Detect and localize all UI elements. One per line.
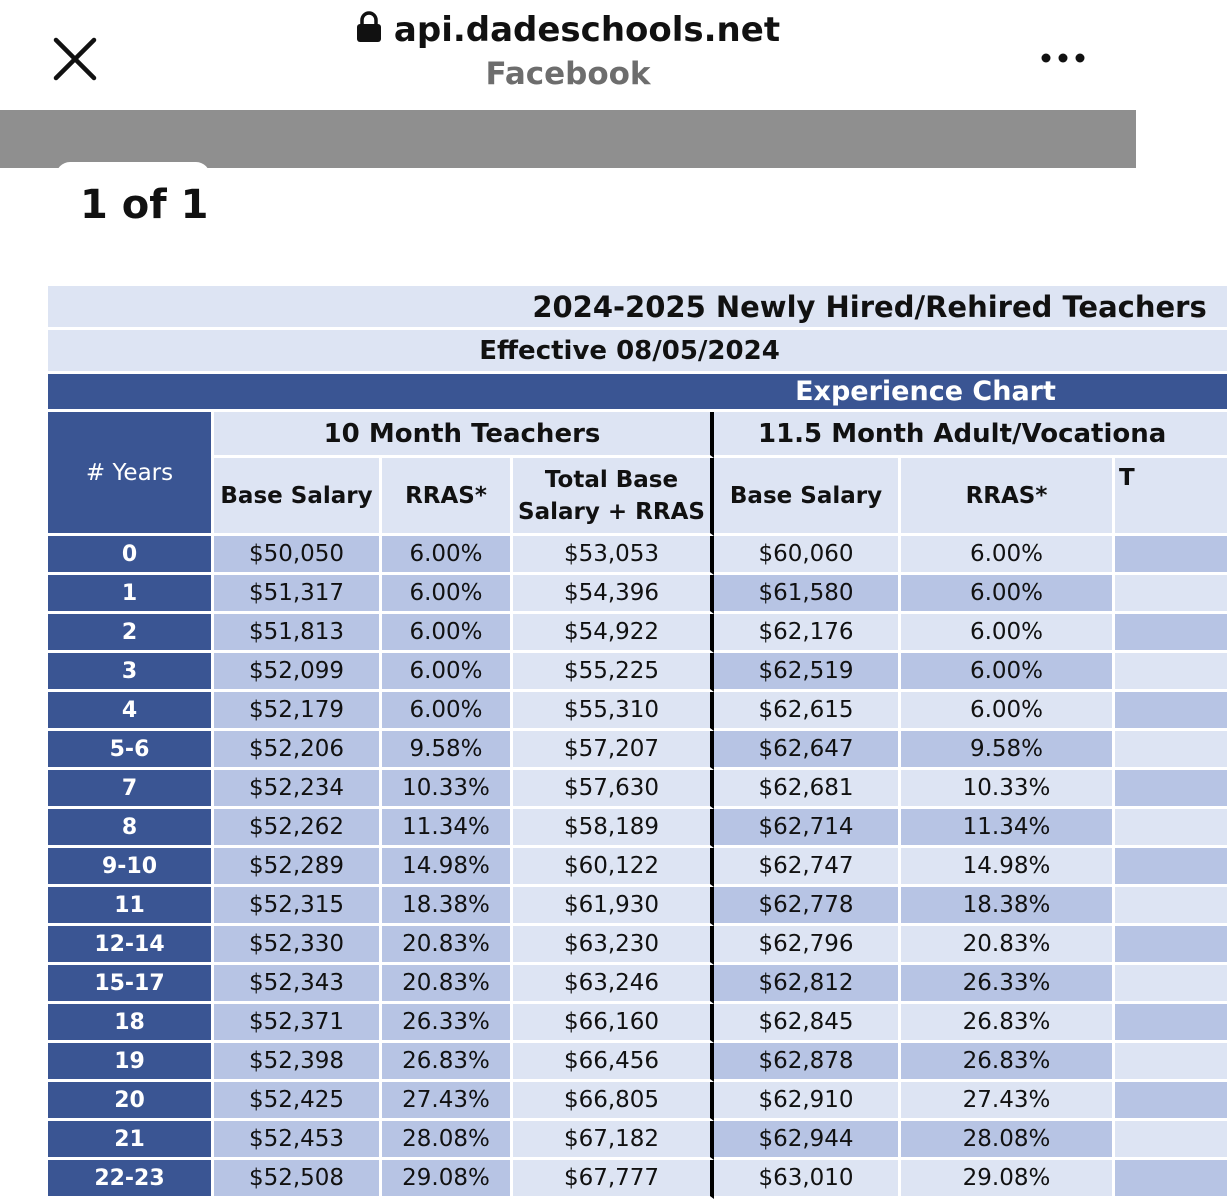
total-cell: $53,053 (513, 536, 714, 575)
base-salary-cell: $52,206 (214, 731, 382, 770)
toolbar-band (0, 110, 1136, 168)
rras-11-5-cell: 6.00% (901, 692, 1115, 731)
years-cell: 20 (48, 1082, 214, 1121)
rras-11-5-cell: 11.34% (901, 809, 1115, 848)
table-row (48, 809, 1230, 848)
table-row (48, 926, 1230, 965)
total-11-5-cell-cut (1115, 770, 1230, 809)
years-cell: 22-23 (48, 1160, 214, 1199)
table-row (48, 536, 1230, 575)
table-row (48, 770, 1230, 809)
total-11-5-cell-cut (1115, 614, 1230, 653)
table-row (48, 1004, 1230, 1043)
rras-11-5-cell: 10.33% (901, 770, 1115, 809)
years-cell: 1 (48, 575, 214, 614)
base-salary-cell: $52,453 (214, 1121, 382, 1160)
rras-cell: 29.08% (382, 1160, 513, 1199)
base-salary-cell: $52,425 (214, 1082, 382, 1121)
rras-11-5-cell: 18.38% (901, 887, 1115, 926)
table-title-cell (48, 286, 1230, 330)
years-cell: 9-10 (48, 848, 214, 887)
rras-cell: 18.38% (382, 887, 513, 926)
years-cell: 5-6 (48, 731, 214, 770)
rras-cell: 10.33% (382, 770, 513, 809)
group-header-10-month: 10 Month Teachers (214, 412, 714, 458)
table-row (48, 1043, 1230, 1082)
total-cell: $67,777 (513, 1160, 714, 1199)
base-salary-11-5-cell: $62,778 (714, 887, 901, 926)
table-row (48, 887, 1230, 926)
rras-11-5-cell: 6.00% (901, 653, 1115, 692)
column-header-base-salary: Base Salary (214, 458, 382, 536)
years-cell: 8 (48, 809, 214, 848)
base-salary-cell: $51,317 (214, 575, 382, 614)
total-cell: $54,922 (513, 614, 714, 653)
salary-table (48, 286, 1230, 1199)
years-cell: 11 (48, 887, 214, 926)
total-11-5-cell-cut (1115, 536, 1230, 575)
years-cell: 0 (48, 536, 214, 575)
rras-11-5-cell: 14.98% (901, 848, 1115, 887)
total-cell: $66,160 (513, 1004, 714, 1043)
table-row (48, 653, 1230, 692)
table-title: 2024-2025 Newly Hired/Rehired Teachers (532, 289, 1207, 324)
rras-11-5-cell: 26.33% (901, 965, 1115, 1004)
table-row (48, 965, 1230, 1004)
column-header-rras-11-5: RRAS* (901, 458, 1115, 536)
table-row (48, 1160, 1230, 1199)
total-11-5-cell-cut (1115, 926, 1230, 965)
rras-cell: 26.33% (382, 1004, 513, 1043)
total-11-5-cell-cut (1115, 1004, 1230, 1043)
table-row (48, 731, 1230, 770)
rras-11-5-cell: 26.83% (901, 1004, 1115, 1043)
years-cell: 15-17 (48, 965, 214, 1004)
source-app-label: Facebook (485, 56, 651, 92)
total-11-5-cell-cut (1115, 692, 1230, 731)
rras-11-5-cell: 28.08% (901, 1121, 1115, 1160)
base-salary-cell: $52,262 (214, 809, 382, 848)
total-cell: $67,182 (513, 1121, 714, 1160)
rras-cell: 20.83% (382, 965, 513, 1004)
total-cell: $54,396 (513, 575, 714, 614)
rras-cell: 6.00% (382, 653, 513, 692)
base-salary-11-5-cell: $62,910 (714, 1082, 901, 1121)
years-cell: 2 (48, 614, 214, 653)
url-display[interactable] (0, 10, 1136, 52)
total-11-5-cell-cut (1115, 1082, 1230, 1121)
base-salary-cell: $52,234 (214, 770, 382, 809)
url-text: api.dadeschools.net (393, 10, 781, 50)
total-11-5-cell-cut (1115, 1121, 1230, 1160)
years-cell: 18 (48, 1004, 214, 1043)
base-salary-cell: $52,343 (214, 965, 382, 1004)
total-cell: $57,630 (513, 770, 714, 809)
years-cell: 7 (48, 770, 214, 809)
total-cell: $63,246 (513, 965, 714, 1004)
page-counter: 1 of 1 (80, 182, 209, 228)
table-row (48, 848, 1230, 887)
section-header: Experience Chart (795, 376, 1056, 407)
base-salary-11-5-cell: $62,176 (714, 614, 901, 653)
column-header-total-line1: Total Base (544, 466, 679, 493)
more-options-button[interactable] (1038, 48, 1088, 68)
rras-11-5-cell: 9.58% (901, 731, 1115, 770)
column-header-total (513, 458, 714, 536)
base-salary-11-5-cell: $60,060 (714, 536, 901, 575)
pager-tab (56, 162, 210, 182)
base-salary-cell: $52,508 (214, 1160, 382, 1199)
base-salary-cell: $52,289 (214, 848, 382, 887)
base-salary-cell: $52,179 (214, 692, 382, 731)
table-row (48, 1121, 1230, 1160)
total-11-5-cell-cut (1115, 1043, 1230, 1082)
section-header-cell (48, 374, 1230, 412)
years-column-header: # Years (48, 412, 214, 536)
total-11-5-cell-cut (1115, 965, 1230, 1004)
rras-cell: 26.83% (382, 1043, 513, 1082)
base-salary-cell: $50,050 (214, 536, 382, 575)
base-salary-11-5-cell: $62,647 (714, 731, 901, 770)
total-cell: $58,189 (513, 809, 714, 848)
base-salary-11-5-cell: $62,615 (714, 692, 901, 731)
rras-11-5-cell: 6.00% (901, 536, 1115, 575)
effective-date-cell (48, 330, 1230, 374)
rras-cell: 6.00% (382, 692, 513, 731)
more-dots-icon (1038, 48, 1088, 68)
rras-cell: 6.00% (382, 536, 513, 575)
column-header-rras: RRAS* (382, 458, 513, 536)
total-cell: $66,805 (513, 1082, 714, 1121)
table-row (48, 575, 1230, 614)
base-salary-cell: $52,315 (214, 887, 382, 926)
total-cell: $66,456 (513, 1043, 714, 1082)
rras-cell: 28.08% (382, 1121, 513, 1160)
base-salary-cell: $52,398 (214, 1043, 382, 1082)
base-salary-11-5-cell: $61,580 (714, 575, 901, 614)
rras-cell: 20.83% (382, 926, 513, 965)
total-cell: $61,930 (513, 887, 714, 926)
rras-11-5-cell: 20.83% (901, 926, 1115, 965)
column-header-total-line2: Salary + RRAS (518, 498, 705, 525)
document-view[interactable] (0, 286, 1207, 1200)
years-cell: 21 (48, 1121, 214, 1160)
base-salary-11-5-cell: $62,812 (714, 965, 901, 1004)
years-cell: 12-14 (48, 926, 214, 965)
base-salary-11-5-cell: $62,519 (714, 653, 901, 692)
rras-cell: 27.43% (382, 1082, 513, 1121)
rras-cell: 9.58% (382, 731, 513, 770)
rras-cell: 6.00% (382, 575, 513, 614)
years-cell: 19 (48, 1043, 214, 1082)
base-salary-11-5-cell: $62,845 (714, 1004, 901, 1043)
total-11-5-cell-cut (1115, 575, 1230, 614)
table-row (48, 614, 1230, 653)
group-header-11-5-month: 11.5 Month Adult/Vocationa (714, 412, 1230, 458)
rras-11-5-cell: 6.00% (901, 614, 1115, 653)
total-cell: $57,207 (513, 731, 714, 770)
rras-11-5-cell: 27.43% (901, 1082, 1115, 1121)
table-row (48, 1082, 1230, 1121)
years-cell: 4 (48, 692, 214, 731)
base-salary-cell: $52,371 (214, 1004, 382, 1043)
rras-cell: 6.00% (382, 614, 513, 653)
column-header-total-11-5-cut: T (1115, 458, 1230, 536)
total-11-5-cell-cut (1115, 653, 1230, 692)
rras-11-5-cell: 26.83% (901, 1043, 1115, 1082)
total-11-5-cell-cut (1115, 731, 1230, 770)
total-cell: $55,225 (513, 653, 714, 692)
salary-rows (48, 536, 1230, 1199)
total-11-5-cell-cut (1115, 1160, 1230, 1199)
total-11-5-cell-cut (1115, 809, 1230, 848)
total-11-5-cell-cut (1115, 848, 1230, 887)
base-salary-11-5-cell: $62,944 (714, 1121, 901, 1160)
rras-cell: 14.98% (382, 848, 513, 887)
effective-date: Effective 08/05/2024 (479, 335, 780, 366)
rras-cell: 11.34% (382, 809, 513, 848)
base-salary-11-5-cell: $62,747 (714, 848, 901, 887)
lock-icon (356, 11, 382, 52)
column-header-base-salary-11-5: Base Salary (714, 458, 901, 536)
total-cell: $60,122 (513, 848, 714, 887)
base-salary-11-5-cell: $62,796 (714, 926, 901, 965)
base-salary-cell: $51,813 (214, 614, 382, 653)
base-salary-11-5-cell: $62,878 (714, 1043, 901, 1082)
rras-11-5-cell: 6.00% (901, 575, 1115, 614)
base-salary-cell: $52,099 (214, 653, 382, 692)
years-cell: 3 (48, 653, 214, 692)
rras-11-5-cell: 29.08% (901, 1160, 1115, 1199)
base-salary-cell: $52,330 (214, 926, 382, 965)
table-row (48, 692, 1230, 731)
browser-top-bar (0, 0, 1136, 110)
base-salary-11-5-cell: $62,714 (714, 809, 901, 848)
base-salary-11-5-cell: $62,681 (714, 770, 901, 809)
total-cell: $63,230 (513, 926, 714, 965)
base-salary-11-5-cell: $63,010 (714, 1160, 901, 1199)
total-cell: $55,310 (513, 692, 714, 731)
total-11-5-cell-cut (1115, 887, 1230, 926)
